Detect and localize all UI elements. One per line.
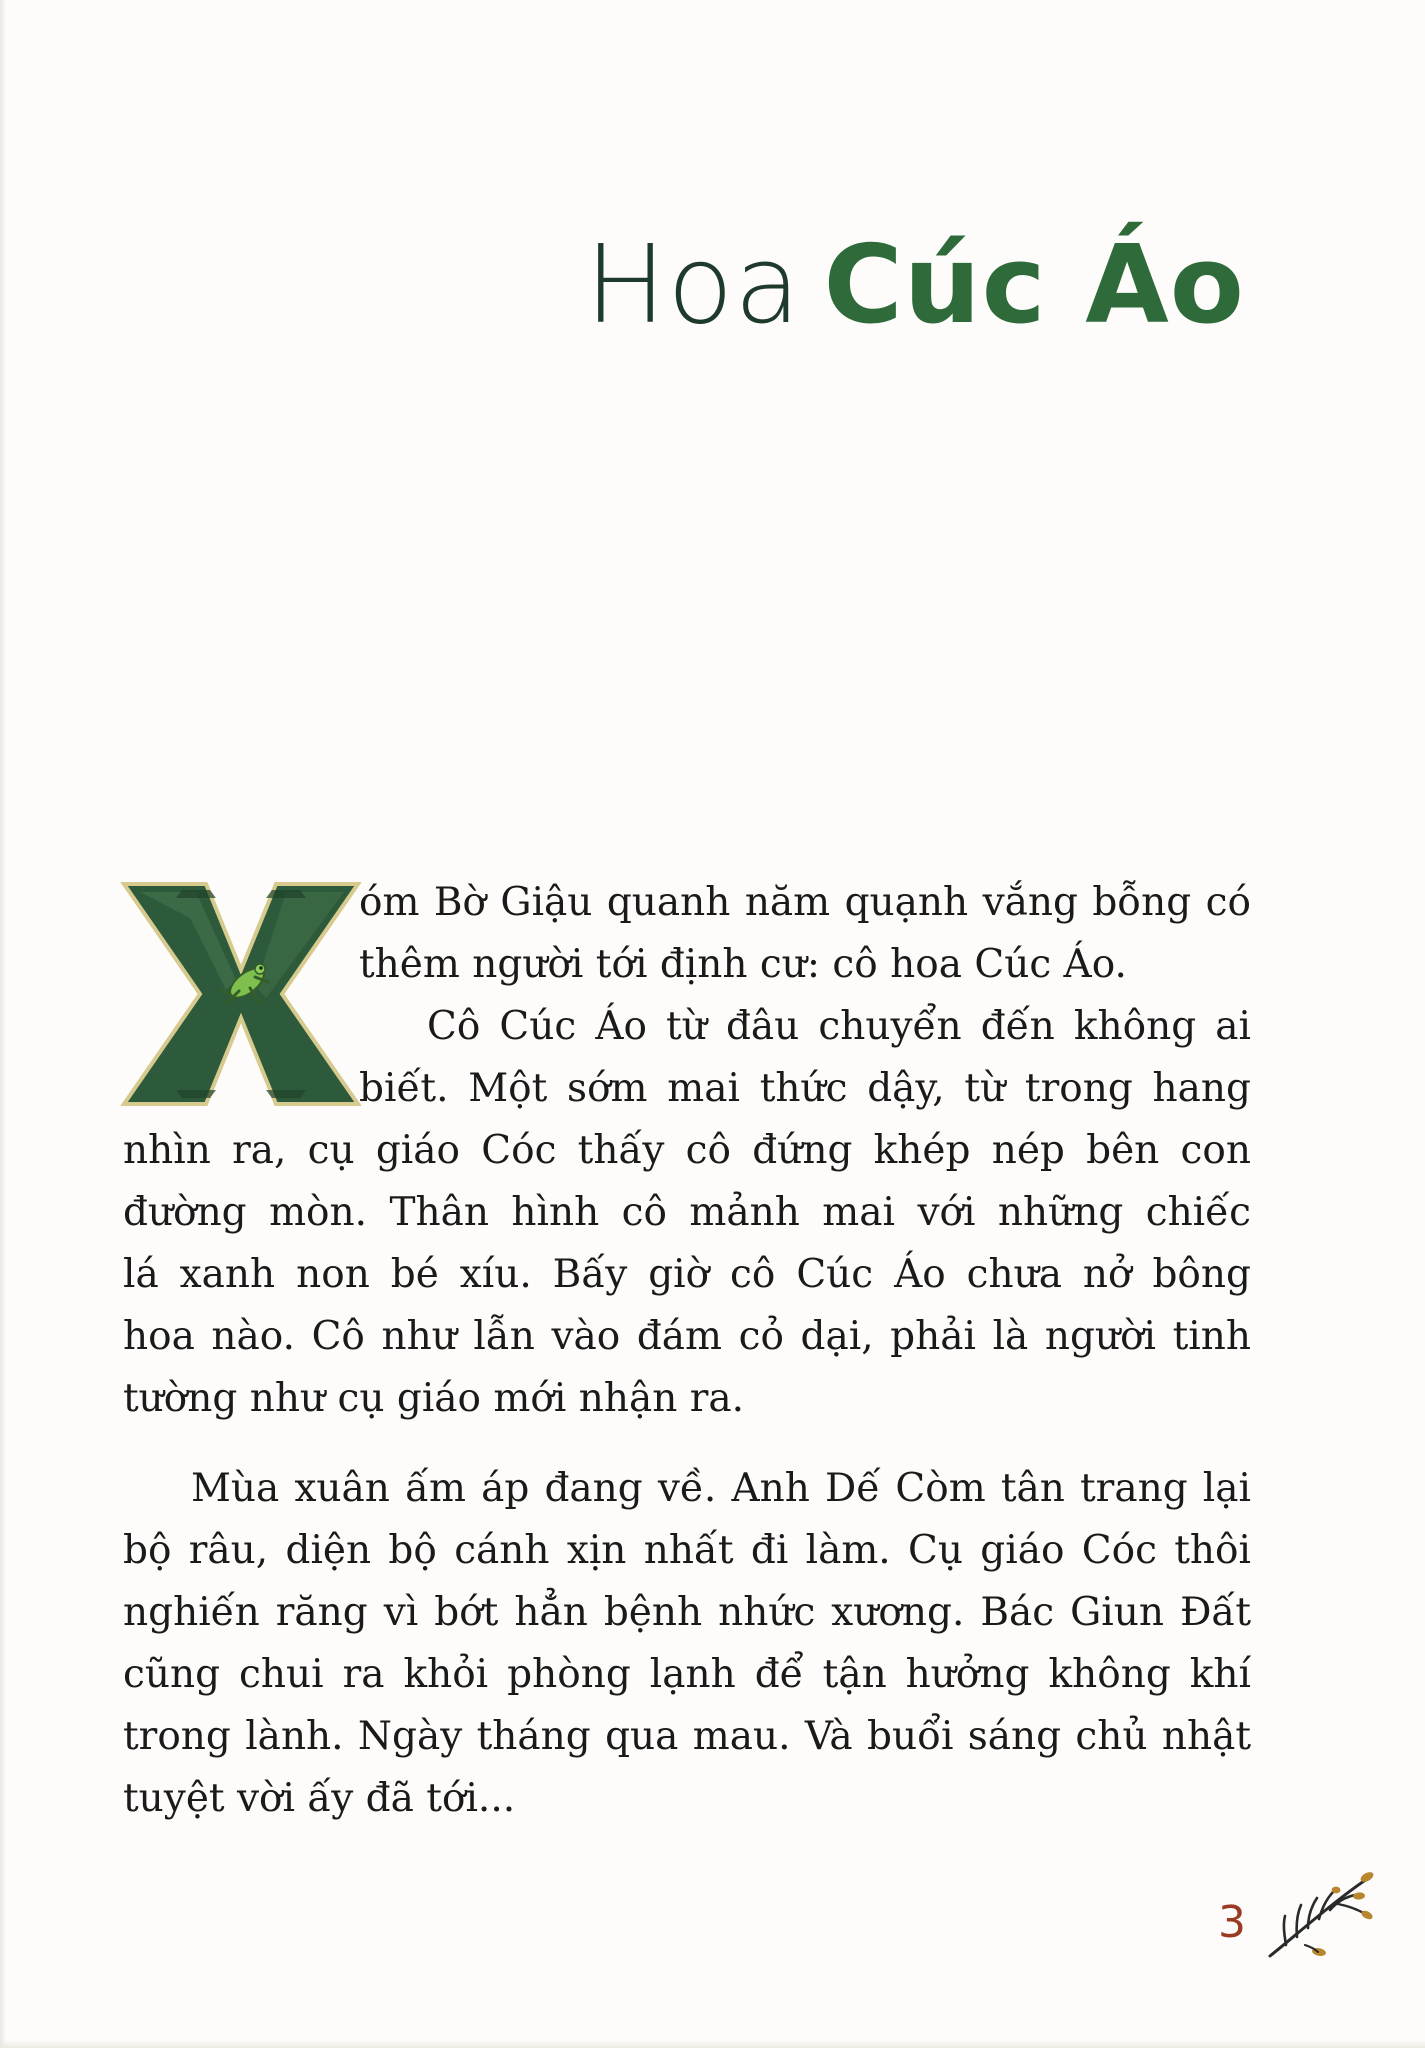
body-line: biết. Một sớm mai thức dậy, từ trong hang: [359, 1066, 1251, 1111]
page-left-edge: [0, 0, 6, 2048]
page-bottom-edge: [0, 2040, 1425, 2048]
body-line: Mùa xuân ấm áp đang về. Anh Dế Còm tân trang lại: [191, 1466, 1251, 1511]
body-line: tuyệt vời ấy đã tới...: [123, 1776, 516, 1821]
body-line: hoa nào. Cô như lẫn vào đám cỏ dại, phải là người tinh: [123, 1314, 1251, 1359]
body-line: óm Bờ Giậu quanh năm quạnh vắng bỗng có: [359, 880, 1251, 925]
body-line: lá xanh non bé xíu. Bấy giờ cô Cúc Áo chưa nở bông: [123, 1252, 1251, 1297]
body-line: đường mòn. Thân hình cô mảnh mai với những chiếc: [123, 1190, 1251, 1235]
body-line: nghiến răng vì bớt hẳn bệnh nhức xương. Bác Giun Đất: [123, 1590, 1251, 1635]
body-line: thêm người tới định cư: cô hoa Cúc Áo.: [359, 942, 1127, 987]
chapter-title-part-1: Hoa: [584, 223, 802, 348]
page-number: 3: [1218, 1897, 1246, 1948]
body-line: bộ râu, diện bộ cánh xịn nhất đi làm. Cụ giáo Cóc thôi: [123, 1528, 1251, 1573]
chapter-title: [584, 223, 1245, 348]
paragraph-gap: [123, 1430, 1251, 1458]
body-line: cũng chui ra khỏi phòng lạnh để tận hưởng không khí: [123, 1652, 1251, 1697]
body-line: tường như cụ giáo mới nhận ra.: [123, 1376, 745, 1421]
body-line: trong lành. Ngày tháng qua mau. Và buổi sáng chủ nhật: [123, 1714, 1251, 1759]
body-line: Cô Cúc Áo từ đâu chuyển đến không ai: [427, 1004, 1251, 1049]
plant-sprig-icon: [1266, 1868, 1376, 1960]
chapter-title-part-2: Cúc Áo: [823, 223, 1245, 348]
story-body: [123, 872, 1251, 1830]
body-line: nhìn ra, cụ giáo Cóc thấy cô đứng khép nép bên con: [123, 1128, 1251, 1173]
